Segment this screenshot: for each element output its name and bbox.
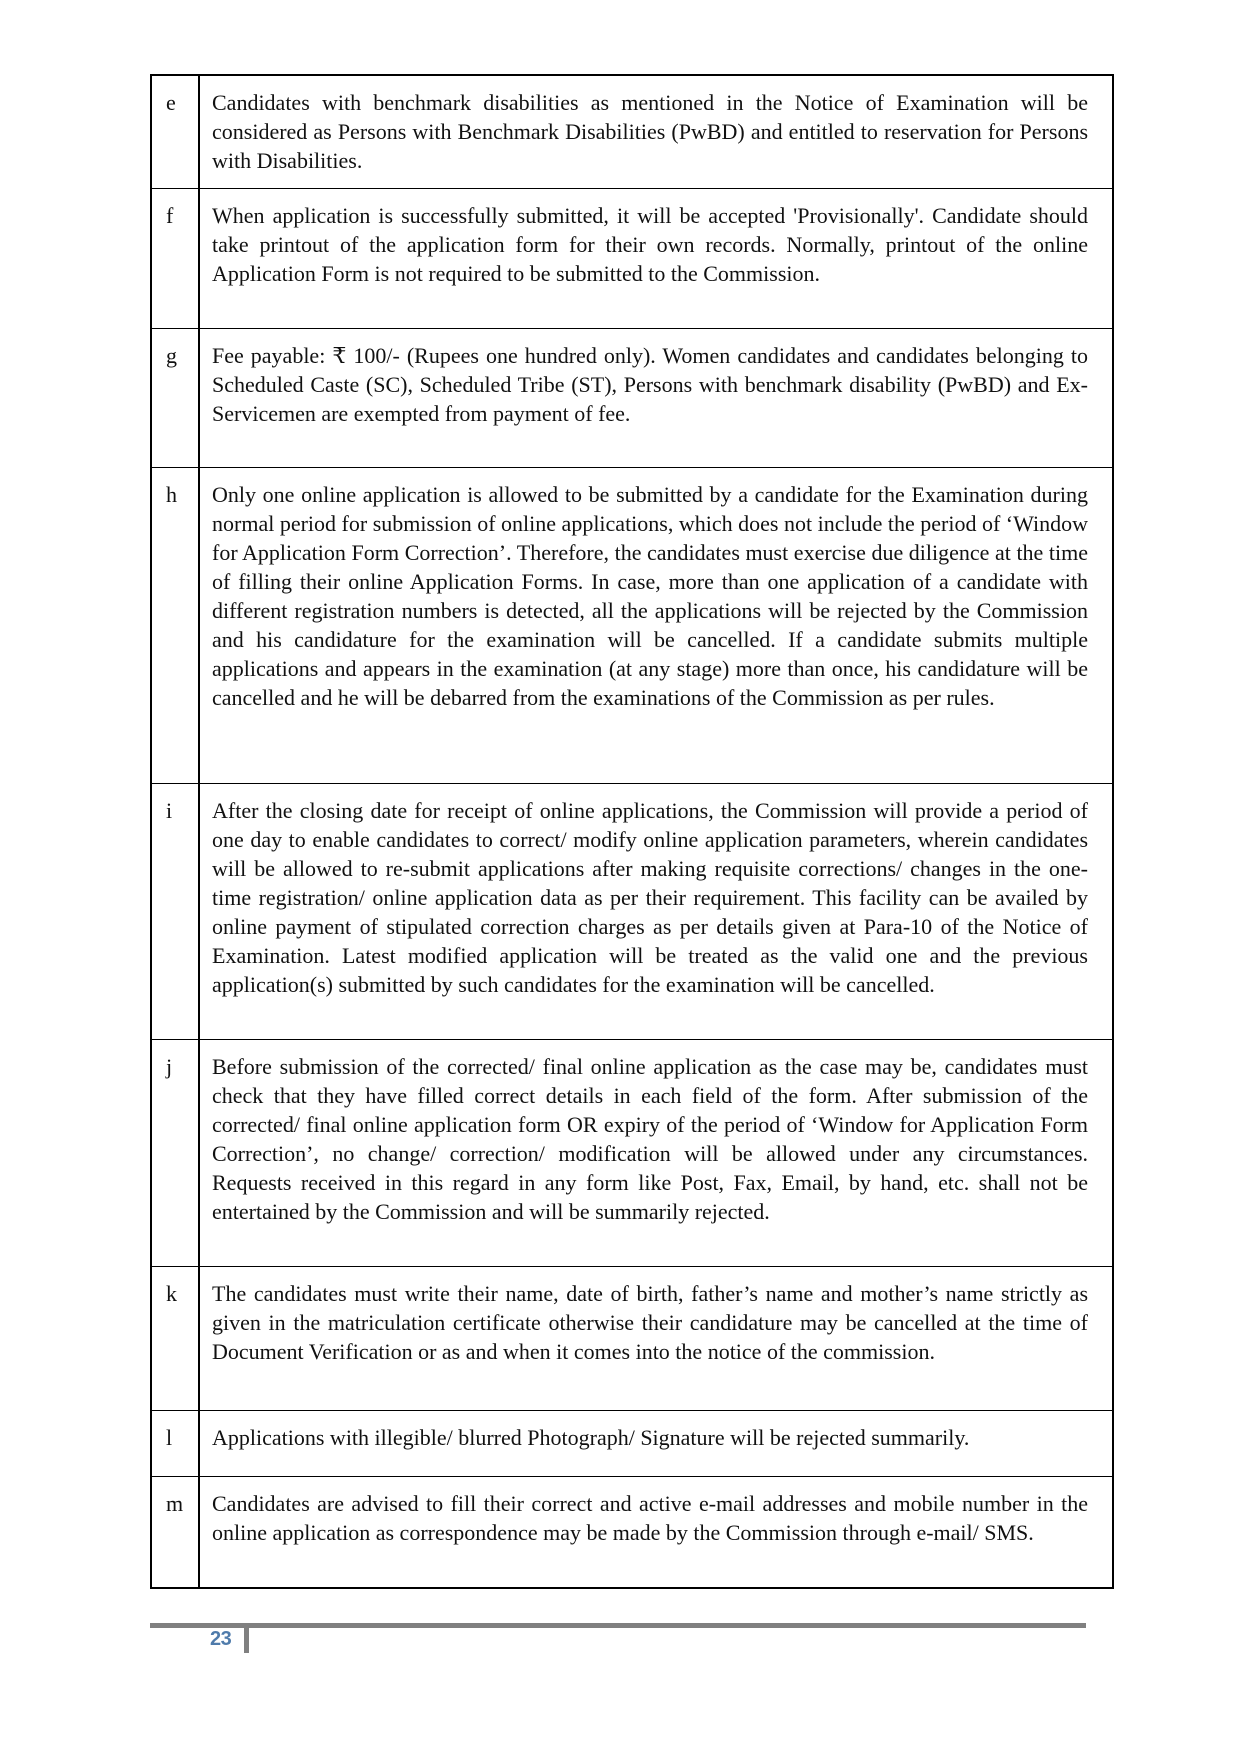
table-row xyxy=(152,329,1112,468)
table-row xyxy=(152,76,1112,189)
row-label: j xyxy=(152,1040,200,1266)
row-label: m xyxy=(152,1477,200,1587)
row-text: Candidates with benchmark disabilities as mentioned in the Notice of Examination will be considered as Persons with Benchmark Disabilities (PwBD) and entitled to reservation for Persons with Disabilities. xyxy=(212,90,1088,173)
table-row xyxy=(152,1477,1112,1587)
row-label: g xyxy=(152,329,200,467)
row-label: l xyxy=(152,1411,200,1476)
row-text: After the closing date for receipt of online applications, the Commission will provide a period of one day to enable candidates to correct/ modify online application parameters, wherein candidates will be allowed to re-submit applications after making requisite corrections/ changes in the one-time registration/ online application data as per their requirement. This facility can be availed by online payment of stipulated correction charges as per details given at Para-10 of the Notice of Examination. Latest modified application will be treated as the valid one and the previous application(s) submitted by such candidates for the examination will be cancelled. xyxy=(212,798,1088,997)
footer-divider-tick xyxy=(244,1623,249,1653)
row-label: k xyxy=(152,1267,200,1410)
table-row xyxy=(152,189,1112,329)
row-label: i xyxy=(152,784,200,1039)
row-text: The candidates must write their name, date of birth, father’s name and mother’s name strictly as given in the matriculation certificate otherwise their candidature may be cancelled at the time of Document Verification or as and when it comes into the notice of the commission. xyxy=(212,1281,1088,1364)
row-text: When application is successfully submitted, it will be accepted 'Provisionally'. Candidate should take printout of the application form for their own records. Normally, printout of the online Application Form is not required to be submitted to the Commission. xyxy=(212,203,1088,286)
table-row xyxy=(152,784,1112,1040)
row-text: Before submission of the corrected/ final online application as the case may be, candidates must check that they have filled correct details in each field of the form. After submission of the corrected/ final online application form OR expiry of the period of ‘Window for Application Form Correction’, no change/ correction/ modification will be allowed under any circumstances. Requests received in this regard in any form like Post, Fax, Email, by hand, etc. shall not be entertained by the Commission and will be summarily rejected. xyxy=(212,1054,1088,1224)
table-row xyxy=(152,468,1112,784)
table-row xyxy=(152,1267,1112,1411)
row-text: Fee payable: ₹ 100/- (Rupees one hundred only). Women candidates and candidates belonging to Scheduled Caste (SC), Scheduled Tribe (ST), Persons with benchmark disability (PwBD) and Ex-Servicemen are exempted from payment of fee. xyxy=(212,343,1088,426)
row-label: e xyxy=(152,76,200,188)
row-text: Candidates are advised to fill their correct and active e-mail addresses and mobile number in the online application as correspondence may be made by the Commission through e-mail/ SMS. xyxy=(212,1491,1088,1545)
footer-rule xyxy=(150,1623,1086,1628)
page-number: 23 xyxy=(210,1628,232,1650)
instructions-table xyxy=(150,74,1114,1589)
table-row xyxy=(152,1411,1112,1477)
row-text: Only one online application is allowed to be submitted by a candidate for the Examination during normal period for submission of online applications, which does not include the period of ‘Window for Application Form Correction’. Therefore, the candidates must exercise due diligence at the time of filling their online Application Forms. In case, more than one application of a candidate with different registration numbers is detected, all the applications will be rejected by the Commission and his candidature for the examination will be cancelled. If a candidate submits multiple applications and appears in the examination (at any stage) more than once, his candidature will be cancelled and he will be debarred from the examinations of the Commission as per rules. xyxy=(212,482,1088,710)
row-label: h xyxy=(152,468,200,783)
row-label: f xyxy=(152,189,200,328)
row-text: Applications with illegible/ blurred Photograph/ Signature will be rejected summarily. xyxy=(212,1425,970,1450)
table-row xyxy=(152,1040,1112,1267)
